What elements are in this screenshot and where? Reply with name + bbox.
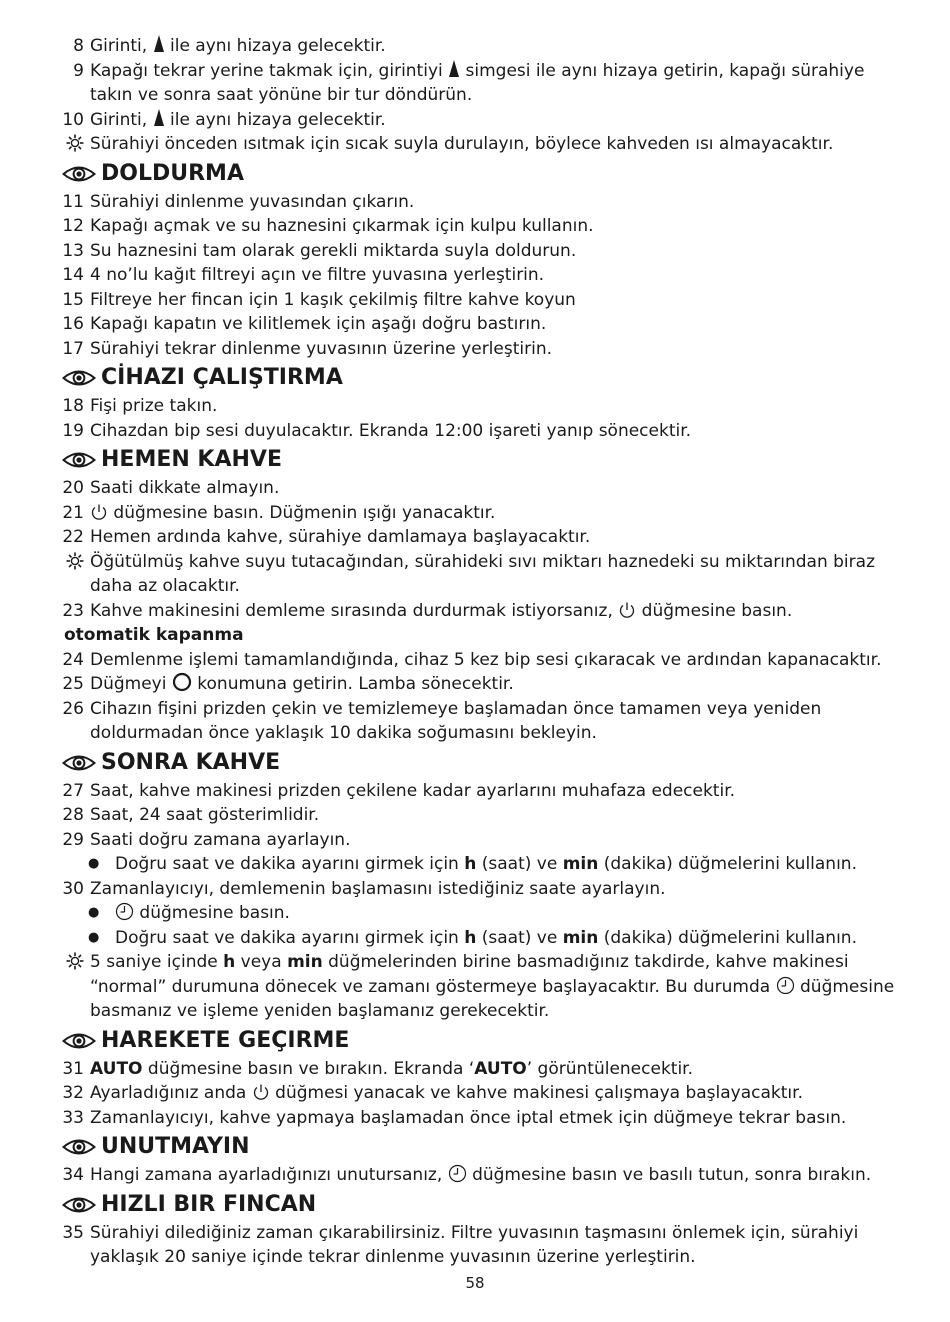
bold-term: h bbox=[464, 854, 477, 874]
item-text bbox=[90, 781, 735, 801]
item-number: 32 bbox=[62, 1083, 84, 1103]
item-number: 27 bbox=[62, 780, 84, 801]
numbered-item bbox=[0, 337, 950, 362]
numbered-item bbox=[0, 525, 950, 550]
numbered-item bbox=[0, 1221, 950, 1270]
item-number: 24 bbox=[62, 649, 84, 670]
text-run: simgesi ile aynı hizaya getirin, kapağı sürahiye takın ve sonra saat yönüne bir tur döndürün. bbox=[90, 60, 865, 105]
item-text bbox=[90, 1223, 858, 1268]
tip-item bbox=[0, 132, 950, 157]
item-number: 13 bbox=[62, 240, 84, 261]
item-text bbox=[90, 1108, 846, 1128]
item-text bbox=[90, 134, 833, 154]
numbered-item bbox=[0, 34, 950, 59]
clock-icon bbox=[448, 1164, 467, 1183]
item-text bbox=[115, 928, 857, 948]
item-number: 10 bbox=[62, 109, 84, 130]
numbered-item bbox=[0, 1081, 950, 1106]
text-run: Saat, kahve makinesi prizden çekilene kadar ayarlarını muhafaza edecektir. bbox=[90, 780, 736, 801]
text-run: ile aynı hizaya gelecektir. bbox=[164, 36, 386, 56]
text-run: Doğru saat ve dakika ayarını girmek için bbox=[115, 927, 465, 948]
text-run: düğmesine basın. Düğmenin ışığı yanacaktır. bbox=[108, 502, 496, 523]
eye-icon bbox=[62, 1031, 96, 1051]
numbered-item bbox=[0, 501, 950, 526]
text-run: Saati doğru zamana ayarlayın. bbox=[90, 829, 351, 850]
numbered-item bbox=[0, 263, 950, 288]
eye-icon bbox=[62, 164, 96, 184]
item-number: 23 bbox=[62, 600, 84, 621]
text-run: veya bbox=[235, 952, 288, 972]
arrow-marker-icon bbox=[448, 60, 460, 79]
tip-marker bbox=[66, 132, 86, 157]
section-heading bbox=[0, 362, 950, 394]
item-number: 11 bbox=[62, 191, 84, 212]
item-number: 22 bbox=[62, 527, 84, 547]
text-run: Sürahiyi dilediğiniz zaman çıkarabilirsiniz. Filtre yuvasının taşmasını önlemek için, sürahiyi yaklaşık 20 saniye içinde tekrar dinlenme yuvasının üzerine yerleştirin. bbox=[90, 1222, 859, 1267]
item-text bbox=[115, 903, 290, 923]
text-run: düğmesine basın ve bırakın. Ekranda ‘ bbox=[142, 1058, 475, 1079]
page-number: 58 bbox=[465, 1274, 485, 1292]
eye-icon bbox=[62, 1137, 96, 1157]
numbered-item bbox=[0, 877, 950, 902]
text-run: Cihazın fişini prizden çekin ve temizlemeye başlamadan önce tamamen veya yeniden doldurmadan önce yaklaşık 10 dakika soğumasını bekleyin. bbox=[90, 698, 822, 743]
text-run: ’ görüntülenecektir. bbox=[526, 1058, 694, 1079]
item-number: 14 bbox=[62, 265, 84, 285]
text-run: Sürahiyi dinlenme yuvasından çıkarın. bbox=[90, 191, 415, 212]
text-run: düğmesine basın. bbox=[134, 903, 290, 923]
item-number: 8 bbox=[73, 36, 84, 56]
tip-sun-icon bbox=[66, 134, 84, 152]
numbered-item bbox=[0, 1106, 950, 1131]
section-heading bbox=[0, 1189, 950, 1221]
text-run: düğmelerinden birine basmadığınız takdirde, kahve makinesi “normal” durumuna dönecek ve zamanı göstermeye başlayacaktır. Bu durumda bbox=[90, 952, 849, 997]
bold-term: min bbox=[562, 854, 599, 874]
text-run: Fişi prize takın. bbox=[90, 396, 218, 416]
section-heading-text: UNUTMAYIN bbox=[101, 1134, 250, 1159]
text-run: Filtreye her fincan için 1 kaşık çekilmiş filtre kahve koyun bbox=[90, 289, 576, 310]
item-text bbox=[90, 110, 386, 130]
item-text bbox=[90, 314, 546, 334]
bullet-item bbox=[0, 901, 950, 926]
bullet-dot: ● bbox=[88, 905, 100, 920]
text-run: (saat) ve bbox=[476, 854, 563, 874]
tip-item bbox=[0, 550, 950, 599]
text-run: Zamanlayıcıyı, kahve yapmaya başlamadan önce iptal etmek için düğmeye tekrar basın. bbox=[90, 1107, 847, 1128]
section-heading bbox=[0, 1131, 950, 1163]
text-run: 5 saniye içinde bbox=[90, 952, 224, 972]
power-icon bbox=[90, 503, 108, 521]
item-number: 25 bbox=[62, 674, 84, 694]
section-heading bbox=[0, 1025, 950, 1057]
item-text bbox=[90, 879, 666, 899]
text-run: Hemen ardında kahve, sürahiye damlamaya başlayacaktır. bbox=[90, 527, 591, 547]
text-run: düğmesi yanacak ve kahve makinesi çalışmaya başlayacaktır. bbox=[269, 1083, 803, 1103]
item-text bbox=[90, 601, 792, 621]
item-text bbox=[90, 396, 217, 416]
section-heading bbox=[0, 444, 950, 476]
section-heading-text: SONRA KAHVE bbox=[101, 749, 281, 775]
section-heading-text: HAREKETE GEÇIRME bbox=[101, 1027, 350, 1053]
item-text bbox=[90, 1165, 871, 1185]
item-number: 16 bbox=[62, 314, 84, 334]
item-number: 33 bbox=[62, 1107, 84, 1128]
section-heading bbox=[0, 747, 950, 779]
numbered-item bbox=[0, 476, 950, 501]
item-text bbox=[90, 699, 821, 744]
item-number: 35 bbox=[62, 1222, 84, 1243]
numbered-item bbox=[0, 1163, 950, 1188]
bullet-item bbox=[0, 926, 950, 951]
clock-icon bbox=[776, 976, 795, 995]
text-run: Kahve makinesini demleme sırasında durdurmak istiyorsanız, bbox=[90, 600, 619, 621]
text-run: konumuna getirin. Lamba sönecektir. bbox=[191, 674, 514, 694]
power-icon bbox=[252, 1083, 270, 1101]
tip-marker bbox=[66, 950, 86, 975]
item-text bbox=[90, 503, 495, 523]
bold-term: AUTO bbox=[474, 1058, 527, 1079]
item-text bbox=[90, 61, 864, 106]
power-icon bbox=[618, 601, 636, 619]
eye-icon bbox=[62, 1195, 96, 1215]
item-number: 31 bbox=[62, 1058, 84, 1079]
off-circle-icon bbox=[172, 672, 192, 692]
numbered-item bbox=[0, 599, 950, 624]
text-run: düğmesine basın ve basılı tutun, sonra bırakın. bbox=[466, 1165, 872, 1185]
text-run: Hangi zamana ayarladığınızı unutursanız, bbox=[90, 1165, 448, 1185]
text-run: Zamanlayıcıyı, demlemenin başlamasını istediğiniz saate ayarlayın. bbox=[90, 878, 666, 899]
numbered-item bbox=[0, 697, 950, 746]
text-run: Saat, 24 saat gösterimlidir. bbox=[90, 805, 320, 825]
numbered-item bbox=[0, 312, 950, 337]
numbered-item bbox=[0, 803, 950, 828]
item-text bbox=[90, 339, 552, 359]
item-number: 26 bbox=[62, 698, 84, 719]
eye-icon bbox=[62, 753, 96, 773]
numbered-item bbox=[0, 648, 950, 673]
eye-icon bbox=[62, 368, 96, 388]
item-text bbox=[90, 1083, 803, 1103]
numbered-item bbox=[0, 214, 950, 239]
text-run: Doğru saat ve dakika ayarını girmek için bbox=[115, 854, 465, 874]
item-number: 21 bbox=[62, 502, 84, 523]
bold-term: h bbox=[464, 927, 477, 948]
bold-term: min bbox=[562, 927, 599, 948]
text-run: Düğmeyi bbox=[90, 674, 172, 694]
numbered-item bbox=[0, 239, 950, 264]
item-number: 17 bbox=[62, 338, 84, 359]
section-heading-text: HEMEN KAHVE bbox=[101, 447, 282, 472]
tip-sun-icon bbox=[66, 552, 84, 570]
bold-term: min bbox=[287, 952, 323, 972]
tip-marker bbox=[66, 550, 86, 575]
item-number: 18 bbox=[62, 396, 84, 416]
item-text bbox=[90, 36, 386, 56]
section-heading-text: DOLDURMA bbox=[101, 160, 244, 186]
text-run: Sürahiyi tekrar dinlenme yuvasının üzerine yerleştirin. bbox=[90, 338, 552, 359]
item-number: 28 bbox=[62, 805, 84, 825]
section-heading-text: HIZLI BIR FINCAN bbox=[101, 1191, 317, 1217]
item-number: 9 bbox=[73, 60, 84, 81]
text-run: Demlenme işlemi tamamlandığında, cihaz 5 kez bip sesi çıkaracak ve ardından kapanacaktır. bbox=[90, 649, 882, 670]
item-text bbox=[90, 1059, 693, 1079]
text-run: Kapağı tekrar yerine takmak için, girintiyi bbox=[90, 60, 449, 81]
text-run: 4 no’lu kağıt filtreyi açın ve filtre yuvasına yerleştirin. bbox=[90, 265, 545, 285]
item-text bbox=[90, 674, 514, 694]
item-text bbox=[90, 265, 544, 285]
text-run: Ayarladığınız anda bbox=[90, 1083, 252, 1103]
text-run: Kapağı açmak ve su haznesini çıkarmak için kulpu kullanın. bbox=[90, 216, 594, 236]
item-number: 19 bbox=[62, 420, 84, 441]
text-run: Öğütülmüş kahve suyu tutacağından, sürahideki sıvı miktarı haznedeki su miktarından biraz daha az olacaktır. bbox=[90, 551, 875, 596]
item-text bbox=[90, 650, 882, 670]
item-text bbox=[90, 290, 576, 310]
item-text bbox=[90, 478, 279, 498]
text-run: Kapağı kapatın ve kilitlemek için aşağı doğru bastırın. bbox=[90, 314, 547, 334]
item-text bbox=[90, 216, 594, 236]
section-heading-text: CİHAZI ÇALIŞTIRMA bbox=[101, 365, 343, 390]
section-heading bbox=[0, 158, 950, 190]
item-text bbox=[90, 527, 590, 547]
item-text bbox=[90, 192, 414, 212]
item-number: 15 bbox=[62, 289, 84, 310]
item-number: 12 bbox=[62, 216, 84, 236]
text-run: Girinti, bbox=[90, 109, 153, 130]
numbered-item bbox=[0, 59, 950, 108]
numbered-item bbox=[0, 419, 950, 444]
text-run: düğmesine basın. bbox=[636, 600, 793, 621]
numbered-item bbox=[0, 1057, 950, 1082]
arrow-marker-icon bbox=[153, 35, 165, 54]
bullet-dot: ● bbox=[88, 856, 100, 871]
bold-term: h bbox=[223, 952, 236, 972]
arrow-marker-icon bbox=[153, 109, 165, 128]
numbered-item bbox=[0, 190, 950, 215]
eye-icon bbox=[62, 450, 96, 470]
item-text bbox=[115, 854, 857, 874]
item-number: 20 bbox=[62, 478, 84, 498]
item-number: 29 bbox=[62, 829, 84, 850]
numbered-item bbox=[0, 779, 950, 804]
text-run: düğmesine basmanız ve işleme yeniden başlamanız gerekecektir. bbox=[90, 976, 895, 1021]
text-run: ile aynı hizaya gelecektir. bbox=[164, 109, 386, 130]
text-run: Sürahiyi önceden ısıtmak için sıcak suyla durulayın, böylece kahveden ısı almayacaktır. bbox=[90, 134, 834, 154]
text-run: (dakika) düğmelerini kullanın. bbox=[598, 927, 857, 948]
text-run: Saati dikkate almayın. bbox=[90, 478, 280, 498]
subheading: otomatik kapanma bbox=[64, 625, 244, 645]
bold-term: AUTO bbox=[90, 1058, 143, 1079]
item-number: 30 bbox=[62, 878, 84, 899]
text-run: Cihazdan bip sesi duyulacaktır. Ekranda 12:00 işareti yanıp sönecektir. bbox=[90, 420, 692, 441]
text-run: (dakika) düğmelerini kullanın. bbox=[598, 854, 857, 874]
text-run: Girinti, bbox=[90, 36, 153, 56]
tip-sun-icon bbox=[66, 952, 84, 970]
numbered-item bbox=[0, 672, 950, 697]
item-text bbox=[90, 830, 350, 850]
numbered-item bbox=[0, 394, 950, 419]
page-content bbox=[0, 34, 950, 1270]
text-run: (saat) ve bbox=[476, 927, 563, 948]
item-text bbox=[90, 552, 875, 597]
numbered-item bbox=[0, 828, 950, 853]
clock-icon bbox=[115, 902, 134, 921]
item-text bbox=[90, 421, 691, 441]
text-run: Su haznesini tam olarak gerekli miktarda suyla doldurun. bbox=[90, 240, 577, 261]
numbered-item bbox=[0, 288, 950, 313]
numbered-item bbox=[0, 108, 950, 133]
item-text bbox=[90, 952, 894, 1021]
bullet-dot: ● bbox=[88, 929, 100, 945]
item-number: 34 bbox=[62, 1165, 84, 1185]
item-text bbox=[90, 805, 319, 825]
bullet-item bbox=[0, 852, 950, 877]
item-text bbox=[90, 241, 576, 261]
tip-item bbox=[0, 950, 950, 1024]
